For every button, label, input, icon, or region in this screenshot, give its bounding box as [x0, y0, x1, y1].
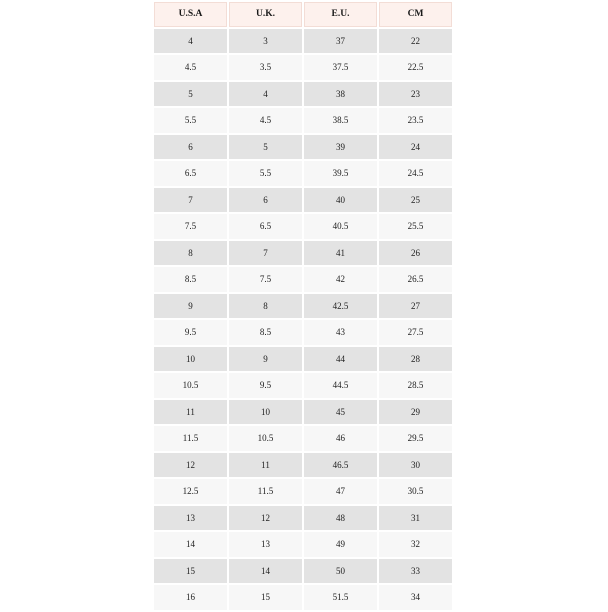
- cell-eu-size: 38.5: [304, 108, 377, 133]
- cell-uk-size: 9: [229, 347, 302, 372]
- cell-uk-size: 6: [229, 188, 302, 213]
- cell-cm-size: 32: [379, 532, 452, 557]
- table-row: [154, 347, 452, 372]
- table-row: [154, 188, 452, 213]
- table-row: [154, 294, 452, 319]
- cell-eu-size: 49: [304, 532, 377, 557]
- cell-cm-size: 22.5: [379, 55, 452, 80]
- cell-uk-size: 3.5: [229, 55, 302, 80]
- cell-usa-size: 4.5: [154, 55, 227, 80]
- cell-eu-size: 44.5: [304, 373, 377, 398]
- cell-uk-size: 13: [229, 532, 302, 557]
- table-row: [154, 479, 452, 504]
- cell-uk-size: 11.5: [229, 479, 302, 504]
- header-usa: U.S.A: [154, 2, 227, 27]
- cell-cm-size: 30: [379, 453, 452, 478]
- cell-usa-size: 8: [154, 241, 227, 266]
- cell-cm-size: 29: [379, 400, 452, 425]
- cell-eu-size: 43: [304, 320, 377, 345]
- cell-cm-size: 34: [379, 585, 452, 610]
- cell-eu-size: 46.5: [304, 453, 377, 478]
- cell-usa-size: 12: [154, 453, 227, 478]
- cell-uk-size: 5.5: [229, 161, 302, 186]
- table-row: [154, 108, 452, 133]
- cell-uk-size: 10.5: [229, 426, 302, 451]
- table-row: [154, 559, 452, 584]
- cell-cm-size: 27: [379, 294, 452, 319]
- cell-eu-size: 47: [304, 479, 377, 504]
- cell-usa-size: 15: [154, 559, 227, 584]
- cell-usa-size: 13: [154, 506, 227, 531]
- table-header-row: [154, 2, 452, 27]
- cell-usa-size: 9.5: [154, 320, 227, 345]
- cell-cm-size: 30.5: [379, 479, 452, 504]
- cell-usa-size: 11.5: [154, 426, 227, 451]
- cell-usa-size: 11: [154, 400, 227, 425]
- cell-cm-size: 22: [379, 29, 452, 54]
- cell-cm-size: 24.5: [379, 161, 452, 186]
- cell-uk-size: 15: [229, 585, 302, 610]
- table-row: [154, 55, 452, 80]
- cell-eu-size: 48: [304, 506, 377, 531]
- cell-usa-size: 9: [154, 294, 227, 319]
- cell-eu-size: 50: [304, 559, 377, 584]
- cell-uk-size: 5: [229, 135, 302, 160]
- cell-eu-size: 46: [304, 426, 377, 451]
- table-row: [154, 320, 452, 345]
- table-row: [154, 532, 452, 557]
- cell-usa-size: 10.5: [154, 373, 227, 398]
- cell-usa-size: 7: [154, 188, 227, 213]
- cell-uk-size: 12: [229, 506, 302, 531]
- cell-usa-size: 7.5: [154, 214, 227, 239]
- cell-eu-size: 51.5: [304, 585, 377, 610]
- cell-usa-size: 6.5: [154, 161, 227, 186]
- cell-usa-size: 5: [154, 82, 227, 107]
- cell-cm-size: 27.5: [379, 320, 452, 345]
- cell-cm-size: 29.5: [379, 426, 452, 451]
- table-row: [154, 453, 452, 478]
- table-row: [154, 241, 452, 266]
- cell-uk-size: 9.5: [229, 373, 302, 398]
- cell-cm-size: 25: [379, 188, 452, 213]
- table-row: [154, 506, 452, 531]
- table-row: [154, 82, 452, 107]
- cell-uk-size: 8: [229, 294, 302, 319]
- cell-eu-size: 41: [304, 241, 377, 266]
- table-row: [154, 267, 452, 292]
- cell-cm-size: 25.5: [379, 214, 452, 239]
- cell-eu-size: 37: [304, 29, 377, 54]
- cell-cm-size: 31: [379, 506, 452, 531]
- table-row: [154, 214, 452, 239]
- cell-cm-size: 23.5: [379, 108, 452, 133]
- cell-uk-size: 4.5: [229, 108, 302, 133]
- table-row: [154, 161, 452, 186]
- cell-usa-size: 6: [154, 135, 227, 160]
- cell-usa-size: 16: [154, 585, 227, 610]
- cell-cm-size: 24: [379, 135, 452, 160]
- cell-eu-size: 38: [304, 82, 377, 107]
- cell-usa-size: 12.5: [154, 479, 227, 504]
- cell-uk-size: 14: [229, 559, 302, 584]
- size-chart-table: [152, 0, 454, 612]
- table-row: [154, 400, 452, 425]
- cell-usa-size: 5.5: [154, 108, 227, 133]
- cell-eu-size: 42.5: [304, 294, 377, 319]
- cell-usa-size: 14: [154, 532, 227, 557]
- cell-eu-size: 44: [304, 347, 377, 372]
- cell-uk-size: 4: [229, 82, 302, 107]
- cell-eu-size: 40: [304, 188, 377, 213]
- cell-cm-size: 26.5: [379, 267, 452, 292]
- cell-uk-size: 7: [229, 241, 302, 266]
- cell-eu-size: 42: [304, 267, 377, 292]
- table-row: [154, 373, 452, 398]
- cell-usa-size: 10: [154, 347, 227, 372]
- cell-eu-size: 37.5: [304, 55, 377, 80]
- table-row: [154, 585, 452, 610]
- cell-uk-size: 10: [229, 400, 302, 425]
- table-row: [154, 29, 452, 54]
- cell-usa-size: 4: [154, 29, 227, 54]
- table-body: [154, 29, 452, 610]
- cell-cm-size: 33: [379, 559, 452, 584]
- cell-cm-size: 28.5: [379, 373, 452, 398]
- cell-cm-size: 26: [379, 241, 452, 266]
- cell-uk-size: 7.5: [229, 267, 302, 292]
- cell-uk-size: 11: [229, 453, 302, 478]
- cell-eu-size: 39.5: [304, 161, 377, 186]
- cell-usa-size: 8.5: [154, 267, 227, 292]
- cell-eu-size: 40.5: [304, 214, 377, 239]
- cell-eu-size: 45: [304, 400, 377, 425]
- header-uk: U.K.: [229, 2, 302, 27]
- cell-uk-size: 8.5: [229, 320, 302, 345]
- table-row: [154, 426, 452, 451]
- cell-cm-size: 28: [379, 347, 452, 372]
- cell-eu-size: 39: [304, 135, 377, 160]
- header-cm: CM: [379, 2, 452, 27]
- table-row: [154, 135, 452, 160]
- cell-uk-size: 6.5: [229, 214, 302, 239]
- header-eu: E.U.: [304, 2, 377, 27]
- cell-cm-size: 23: [379, 82, 452, 107]
- cell-uk-size: 3: [229, 29, 302, 54]
